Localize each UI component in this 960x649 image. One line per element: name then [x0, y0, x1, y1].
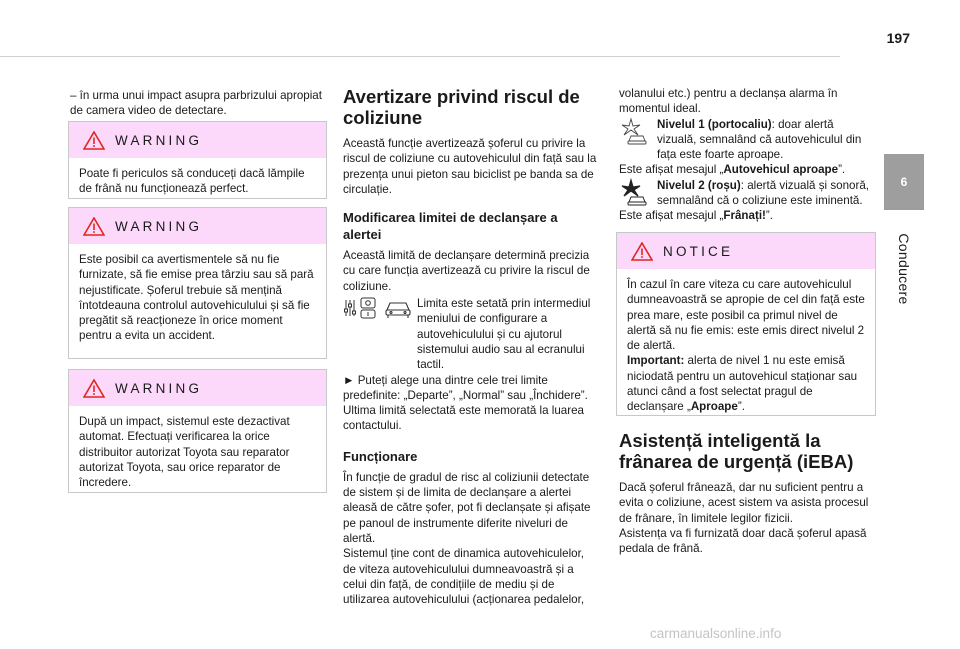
chapter-label-text: Conducere [896, 233, 912, 305]
page-number: 197 [886, 30, 910, 46]
subheading-operation: Funcționare [343, 448, 418, 464]
message-prefix: Este afișat mesajul „ [619, 209, 724, 223]
warning-header [69, 208, 326, 244]
iEBA-heading: Asistență inteligentă la frânarea de urgență (iEBA) [619, 430, 854, 472]
level-2-label: Nivelul 2 (roșu) [657, 178, 741, 192]
level-2-message-line [619, 208, 875, 223]
warning-triangle-icon [83, 217, 105, 236]
alert-limit-text: Această limită de declanșare determină precizia cu care funcția avertizează cu privire la riscul de coliziune. [343, 249, 590, 293]
settings-instruction [343, 296, 599, 372]
column-3 [619, 86, 875, 224]
level-2-message: Frânați! [723, 209, 766, 223]
warning-box-3 [68, 369, 327, 493]
header-divider [0, 56, 840, 57]
column-1 [70, 88, 328, 119]
watermark: carmanualsonline.info [650, 626, 782, 641]
chapter-label [878, 214, 930, 324]
intro-text: – în urma unui impact asupra parbrizului apropiat de camera video de detectare. [70, 89, 322, 118]
chapter-tab[interactable]: 6 [884, 154, 924, 210]
level-2-text: : alertă vizuală și sonoră, semnalând că o coliziune este iminentă. [657, 178, 869, 208]
warning-text: Este posibil ca avertismentele să nu fie furnizate, să fie emise prea târziu sau să pară nejustificate. Șoferul trebuie să mențină întotdeauna controlul autovehiculului și să fie pregătit să reacționeze în orice moment pentru a evita un accident. [79, 253, 314, 343]
level-2-description [657, 178, 875, 209]
warning-header [69, 370, 326, 406]
level-1-text: : doar alertă vizuală, semnalând că autovehiculul din fața este foarte aproape. [657, 117, 862, 162]
warning-box-1 [68, 121, 327, 199]
collision-alert-icon [619, 117, 651, 145]
notice-box [616, 232, 876, 416]
warning-title: WARNING [115, 380, 203, 396]
warning-title: WARNING [115, 132, 203, 148]
level-1-message-line [619, 162, 875, 177]
warning-triangle-icon [83, 379, 105, 398]
bullet-thresholds: ► Puteți alege una dintre cele trei limite predefinite: „Departe”, „Normal” sau „Închidere”. [343, 373, 588, 402]
iEBA-section [619, 430, 875, 556]
notice-title: NOTICE [663, 243, 734, 259]
settings-menu-icon [343, 296, 379, 320]
iEBA-text-2: Asistența va fi furnizată doar dacă șoferul apasă pedala de frână. [619, 526, 867, 556]
important-label: Important: [627, 354, 685, 368]
iEBA-text-1: Dacă șoferul frânează, dar nu suficient pentru a evita o coliziune, acest sistem va asista procesul de frânare, în limitele legilor fizicii. [619, 481, 869, 525]
level-1-alert [619, 117, 875, 163]
important-word: Aproape [690, 400, 738, 414]
operation-text-2: Sistemul ține cont de dinamica autovehiculelor, de viteza autovehiculului dumneavoastră și a celui din față, de condițiile de mediu și de utilizarea autovehiculului (acționarea pedalelor, [343, 547, 585, 607]
level-1-message: Autovehicul aproape [723, 163, 839, 177]
warning-text: După un impact, sistemul este dezactivat automat. Efectuați verificarea la orice distribuitor autorizat Toyota sau reparator autorizat Toyota, sau orice reparator de încredere. [79, 415, 290, 490]
continued-text: volanului etc.) pentru a declanșa alarma în momentul ideal. [619, 87, 838, 116]
collision-alert-icon [619, 178, 651, 206]
important-end: ”. [737, 400, 745, 414]
section-heading: Avertizare privind riscul de coliziune [343, 86, 580, 128]
warning-header [69, 122, 326, 158]
warning-title: WARNING [115, 218, 203, 234]
warning-text: Poate fi periculos să conduceți dacă lămpile de frână nu funcționează perfect. [79, 167, 305, 196]
warning-box-2 [68, 207, 327, 359]
section-intro: Această funcție avertizează șoferul cu privire la riscul de coliziune cu autovehiculul din față sau la prezența unui pieton sau biciclist pe banda sa de circulație. [343, 137, 597, 196]
message-suffix: ”. [765, 209, 773, 223]
level-1-label: Nivelul 1 (portocaliu) [657, 117, 772, 131]
memory-text: Ultima limită selectată este memorată la luarea contactului. [343, 404, 584, 433]
level-2-alert [619, 178, 875, 209]
notice-text: În cazul în care viteza cu care autovehiculul dumneavoastră se apropie de cel din față este prea mare, este posibil ca primul nivel de alertă să nu fie emis: este emis direct nivelul 2 de alertă. [627, 278, 865, 353]
subheading-alert-limit: Modificarea limitei de declanșare a alertei [343, 210, 558, 243]
notice-triangle-icon [631, 242, 653, 261]
warning-triangle-icon [83, 131, 105, 150]
notice-important [627, 353, 865, 414]
settings-instruction-text: Limita este setată prin intermediul meniului de configurare a autovehiculului și cu ajutorul sistemului audio sau al ecranului tactil. [417, 297, 591, 372]
operation-text-1: În funcție de gradul de risc al coliziunii detectate de sistem și de limita de declanșare a alertei aleasă de către șofer, pot fi declanșate și afișate pe panoul de instrumente diferite niveluri de alertă. [343, 470, 591, 545]
message-suffix: ”. [838, 163, 846, 177]
car-icon [383, 296, 413, 320]
notice-header [617, 233, 875, 269]
important-text: alerta de nivel 1 nu este emisă niciodată pentru un autovehicul staționar sau atunci când a fost selectat pragul de declanșare „ [627, 354, 858, 414]
message-prefix: Este afișat mesajul „ [619, 163, 724, 177]
level-1-description [657, 117, 875, 163]
column-2 [343, 86, 599, 607]
